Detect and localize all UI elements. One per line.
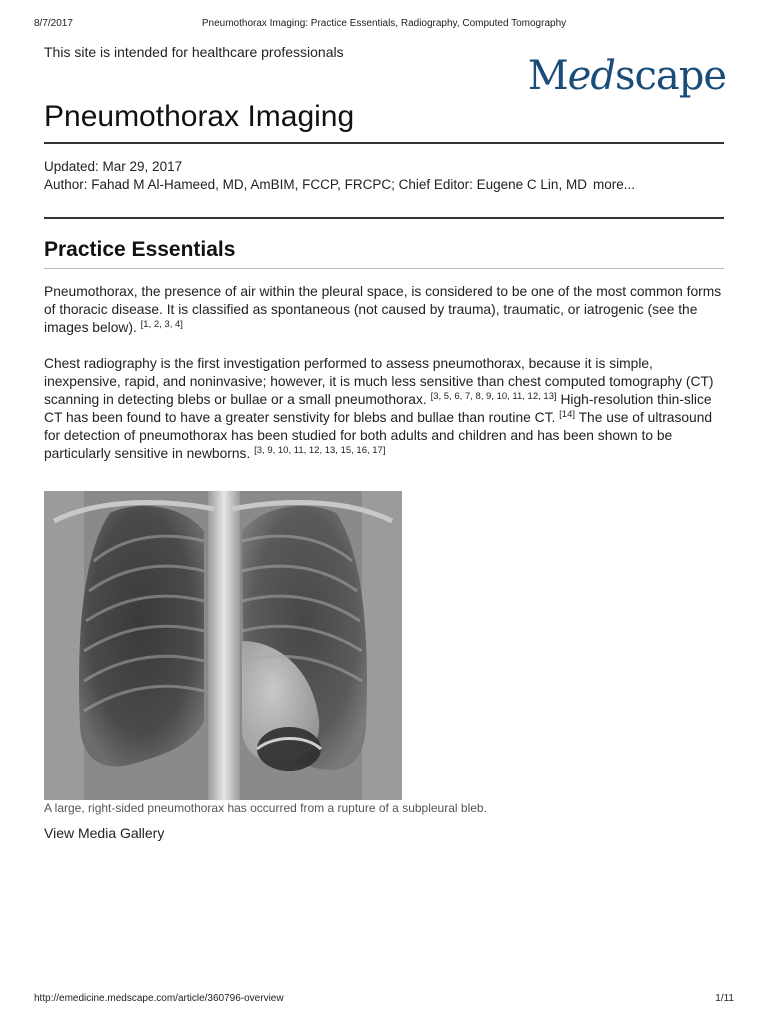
print-title: Pneumothorax Imaging: Practice Essentials, Radiography, Computed Tomography — [201, 18, 567, 29]
updated-date: Updated: Mar 29, 2017 — [44, 159, 183, 174]
page-number: 1/11 — [715, 993, 734, 1004]
author-line — [44, 176, 635, 194]
view-media-gallery-link[interactable]: View Media Gallery — [44, 825, 165, 841]
print-date: 8/7/2017 — [34, 18, 73, 29]
title-divider — [44, 142, 724, 144]
logo-part-m: M — [527, 53, 568, 99]
print-header — [34, 18, 734, 32]
reference-link[interactable]: [3, 9, 10, 11, 12, 13, 15, 16, 17] — [254, 445, 386, 456]
paragraph-2-text-2: High-resolution thin-slice CT has been found to have a greater senstivity for blebs and bullae than routine CT. — [44, 392, 712, 425]
paragraph-2-text-1: Chest radiography is the first investigation performed to assess pneumothorax, because it is simple, inexpensive, rapid, and noninvasive; however, it is much less sensitive than chest computed tomography (CT) scanning in detecting blebs or bullae or a small pneumothorax. — [44, 356, 714, 407]
reference-link[interactable]: [14] — [559, 409, 576, 420]
reference-link[interactable]: [1, 2, 3, 4] — [140, 319, 183, 330]
page-title: Pneumothorax Imaging — [44, 100, 355, 133]
logo-part-scape: scape — [614, 53, 726, 99]
reference-link[interactable]: [3, 5, 6, 7, 8, 9, 10, 11, 12, 13] — [430, 391, 557, 402]
paragraph-1-text: Pneumothorax, the presence of air within the pleural space, is considered to be one of the most common forms of thoracic disease. It is classified as spontaneous (not caused by trauma), traumatic, or iatrogenic (see the images below). — [44, 284, 722, 335]
paragraph-2-text-3: The use of ultrasound for detection of pneumothorax has been studied for both adults and children and has been shown to be particularly sensitive in newborns. — [44, 410, 713, 461]
author-text: Author: Fahad M Al-Hameed, MD, AmBIM, FCCP, FRCPC; Chief Editor: Eugene C Lin, MD — [44, 177, 587, 192]
more-link[interactable]: more... — [592, 177, 635, 192]
site-notice: This site is intended for healthcare professionals — [44, 44, 344, 60]
chest-xray-image[interactable] — [44, 491, 402, 800]
medscape-logo[interactable] — [527, 53, 726, 99]
section-title: Practice Essentials — [44, 238, 236, 261]
figure-caption: A large, right-sided pneumothorax has occurred from a rupture of a subpleural bleb. — [44, 801, 487, 815]
article-meta — [44, 158, 635, 194]
logo-part-ed: ed — [567, 53, 615, 99]
paragraph-1 — [44, 283, 726, 337]
paragraph-2 — [44, 355, 726, 463]
section-divider — [44, 268, 724, 269]
meta-divider — [44, 217, 724, 219]
footer-url: http://emedicine.medscape.com/article/360796-overview — [34, 993, 284, 1004]
